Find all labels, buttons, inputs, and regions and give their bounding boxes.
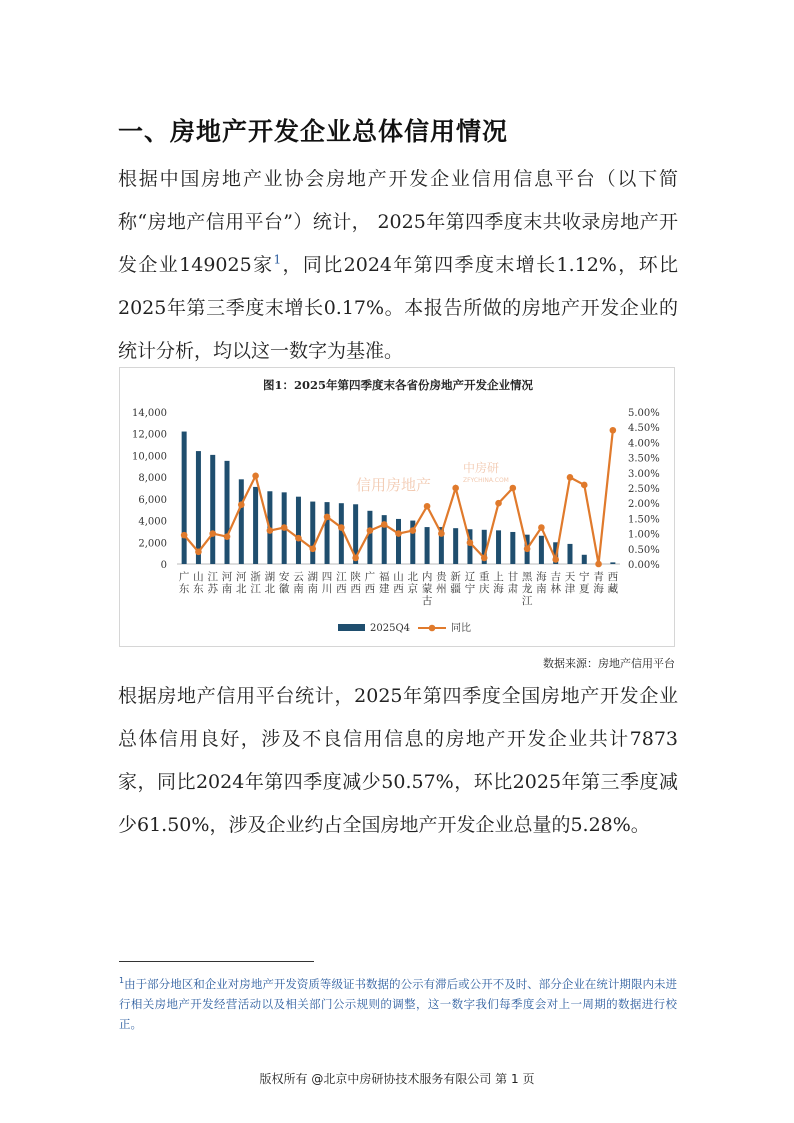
bar-2025q4 <box>582 555 587 564</box>
data-source: 数据来源：房地产信用平台 <box>543 657 675 670</box>
point-yoy <box>395 530 402 537</box>
x-tick-label: 青海 <box>593 571 604 595</box>
watermark-text: ZFYCHINA.COM <box>463 477 509 484</box>
point-yoy <box>538 524 545 531</box>
point-yoy <box>452 485 459 492</box>
point-yoy <box>195 549 202 556</box>
x-tick-label: 内蒙古 <box>421 571 433 607</box>
point-yoy <box>267 527 274 534</box>
x-tick-label: 江苏 <box>207 571 218 595</box>
section-heading: 一、房地产开发企业总体信用情况 <box>118 117 509 146</box>
bar-2025q4 <box>225 461 230 564</box>
x-tick-label: 江西 <box>336 571 347 595</box>
bar-2025q4 <box>253 487 258 564</box>
bar-2025q4 <box>539 536 544 564</box>
x-tick-label: 浙江 <box>250 571 261 595</box>
bar-2025q4 <box>367 511 372 564</box>
y-right-tick-label: 2.50% <box>628 484 660 495</box>
intro-paragraph <box>118 158 678 373</box>
point-yoy <box>424 503 431 510</box>
footnote-ref[interactable]: 1 <box>273 252 282 267</box>
point-yoy <box>309 546 316 553</box>
x-tick-label: 海南 <box>536 571 547 595</box>
point-yoy <box>595 561 602 568</box>
credit-paragraph: 根据房地产信用平台统计，2025年第四季度全国房地产开发企业总体信用良好，涉及不良信用信息的房地产开发企业共计7873家，同比2024年第四季度减少50.57%，环比2025年第三季度减少61.50%，涉及企业约占全国房地产开发企业总量的5.28%。 <box>118 685 678 836</box>
y-left-tick-label: 12,000 <box>132 429 167 441</box>
x-tick-label: 四川 <box>321 571 333 595</box>
y-right-tick-label: 3.50% <box>628 453 660 465</box>
point-yoy <box>381 521 388 528</box>
point-yoy <box>524 546 531 553</box>
y-left-tick-label: 0 <box>160 560 167 571</box>
x-tick-label: 甘肃 <box>507 571 519 595</box>
footnote-divider <box>119 961 314 962</box>
y-right-tick-label: 0.50% <box>628 544 660 556</box>
x-tick-label: 西藏 <box>607 571 619 595</box>
province-chart <box>119 367 675 647</box>
x-tick-label: 安徽 <box>278 571 290 595</box>
y-left-tick-label: 4,000 <box>138 516 167 528</box>
point-yoy <box>467 539 474 546</box>
point-yoy <box>409 527 416 534</box>
point-yoy <box>481 555 488 562</box>
point-yoy <box>209 530 216 537</box>
point-yoy <box>367 527 374 534</box>
watermark-text: 信用房地产 <box>356 476 432 494</box>
footnote-number: 1 <box>119 976 125 985</box>
x-tick-label: 山东 <box>193 571 204 595</box>
intro-text-a: 根据中国房地产业协会房地产开发企业信用信息平台（以下简称“房地产信用平台”）统计， 2025年第四季度末共收录房地产开发企业149025家 <box>118 168 678 276</box>
footnote <box>119 971 677 1034</box>
y-right-tick-label: 2.00% <box>628 499 660 511</box>
x-tick-label: 广西 <box>364 571 376 595</box>
bar-2025q4 <box>196 451 201 564</box>
x-tick-label: 吉林 <box>550 571 561 595</box>
bar-2025q4 <box>325 502 330 564</box>
point-yoy <box>510 485 517 492</box>
x-tick-label: 福建 <box>378 571 390 595</box>
x-tick-label: 湖南 <box>307 571 319 595</box>
y-left-tick-label: 2,000 <box>138 538 167 550</box>
bar-2025q4 <box>210 455 215 564</box>
point-yoy <box>552 556 559 563</box>
x-tick-label: 天津 <box>564 571 576 595</box>
point-yoy <box>295 535 302 542</box>
x-tick-label: 上海 <box>493 571 504 595</box>
x-tick-label: 黑龙江 <box>521 571 533 607</box>
point-yoy <box>181 532 188 539</box>
point-yoy <box>567 474 574 481</box>
y-left-tick-label: 14,000 <box>132 408 167 419</box>
bar-2025q4 <box>496 530 501 564</box>
watermark-text: 中房研 <box>463 461 500 475</box>
y-right-tick-label: 4.50% <box>628 423 660 435</box>
bar-2025q4 <box>182 432 187 564</box>
y-right-tick-label: 5.00% <box>628 408 660 419</box>
bar-2025q4 <box>239 479 244 564</box>
bar-2025q4 <box>510 532 515 564</box>
x-tick-label: 北京 <box>407 571 419 595</box>
point-yoy <box>224 533 231 540</box>
x-tick-label: 贵州 <box>436 571 447 595</box>
bar-2025q4 <box>567 544 572 564</box>
x-tick-label: 湖北 <box>264 571 276 595</box>
point-yoy <box>352 555 359 562</box>
x-tick-label: 新疆 <box>450 571 461 595</box>
y-left-tick-label: 8,000 <box>138 473 167 485</box>
y-left-tick-label: 6,000 <box>138 494 167 506</box>
chart-title: 图1：2025年第四季度末各省份房地产开发企业情况 <box>262 378 534 392</box>
bar-2025q4 <box>425 527 430 564</box>
x-tick-label: 云南 <box>293 571 304 595</box>
x-tick-label: 辽宁 <box>464 571 476 595</box>
point-yoy <box>610 427 617 434</box>
point-yoy <box>281 524 288 531</box>
bar-2025q4 <box>396 519 401 564</box>
point-yoy <box>324 514 331 521</box>
x-tick-label: 陕西 <box>350 571 361 595</box>
legend-label: 2025Q4 <box>370 623 411 634</box>
x-tick-label: 广东 <box>178 571 190 595</box>
point-yoy <box>581 482 588 489</box>
intro-text-b: ，同比2024年第四季度末增长1.12%，环比2025年第三季度末增长0.17%。本报告所做的房地产开发企业的统计分析，均以这一数字为基准。 <box>118 254 679 362</box>
y-right-tick-label: 0.00% <box>628 560 660 571</box>
bar-2025q4 <box>610 562 615 564</box>
bar-2025q4 <box>453 528 458 564</box>
x-tick-label: 河北 <box>236 571 247 595</box>
x-tick-label: 河南 <box>221 571 233 595</box>
y-left-tick-label: 10,000 <box>132 451 167 463</box>
point-yoy <box>238 501 245 508</box>
footnote-text: 由于部分地区和企业对房地产开发资质等级证书数据的公示有滞后或公开不及时、部分企业在统计期限内未进行相关房地产开发经营活动以及相关部门公示规则的调整，这一数字我们每季度会对上一周期的数据进行校正。 <box>119 976 677 1031</box>
bar-2025q4 <box>296 497 301 564</box>
point-yoy <box>338 524 345 531</box>
point-yoy <box>495 500 502 507</box>
x-tick-label: 重庆 <box>478 571 490 595</box>
y-right-tick-label: 3.00% <box>628 468 660 480</box>
legend-swatch-marker <box>429 625 436 632</box>
point-yoy <box>252 473 259 480</box>
x-tick-label: 山西 <box>393 571 404 595</box>
x-tick-label: 宁夏 <box>579 571 590 595</box>
chart-svg <box>120 368 676 648</box>
y-right-tick-label: 1.00% <box>628 529 660 541</box>
y-right-tick-label: 4.00% <box>628 438 660 450</box>
legend-swatch-bar <box>338 624 365 631</box>
page-footer: 版权所有 @北京中房研协技术服务有限公司 第 1 页 <box>259 1072 535 1086</box>
legend-label: 同比 <box>451 623 471 634</box>
bar-2025q4 <box>310 502 315 564</box>
y-right-tick-label: 1.50% <box>628 514 660 526</box>
point-yoy <box>438 530 445 537</box>
